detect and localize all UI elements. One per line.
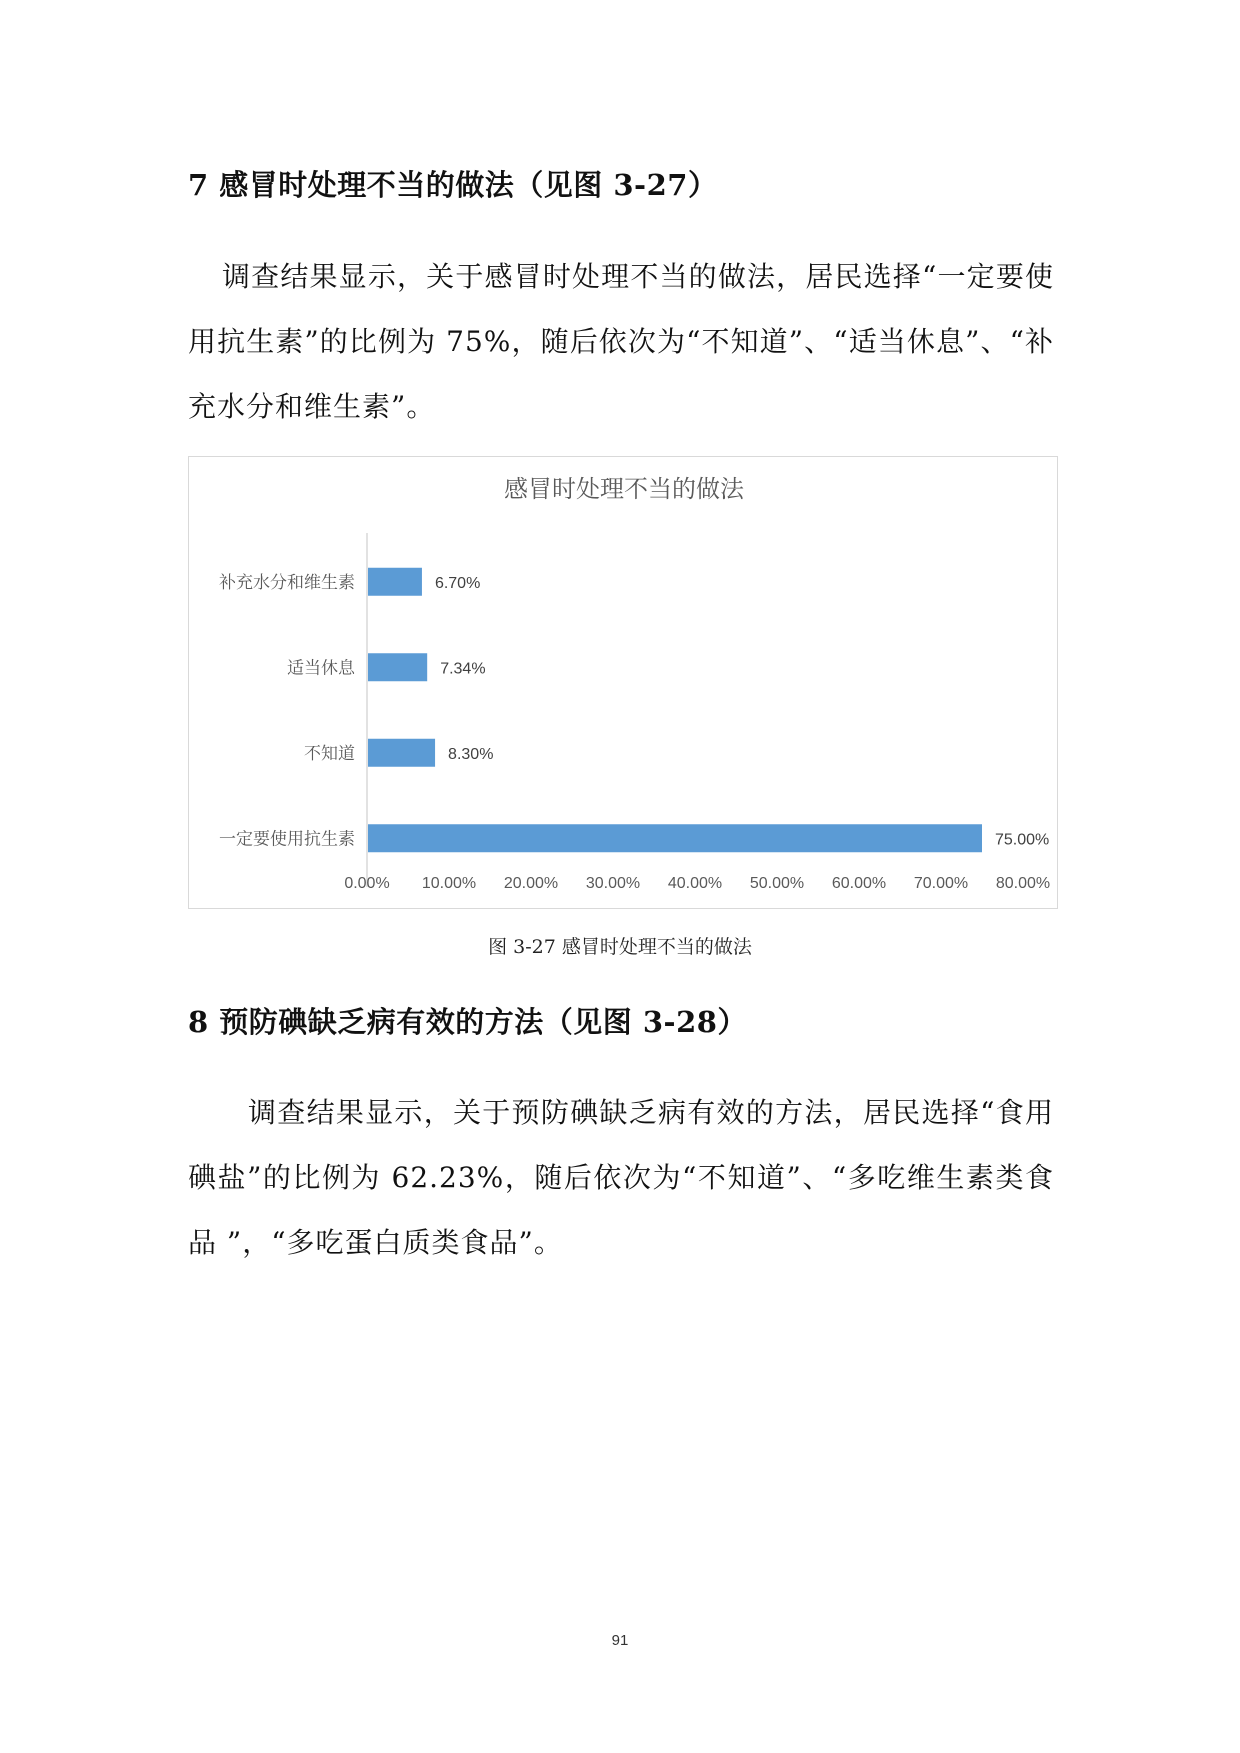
- data-label: 8.30%: [448, 745, 494, 763]
- chart-title: 感冒时处理不当的做法: [504, 476, 744, 503]
- x-tick-label: 80.00%: [995, 875, 1051, 892]
- section-7-paragraph: 调查结果显示，关于感冒时处理不当的做法，居民选择“一定要使用抗生素”的比例为 75%，随后依次为“不知道”、“适当休息”、“补充水分和维生素”。: [188, 260, 1054, 423]
- section-7-heading: 7 感冒时处理不当的做法（见图 3-27）: [188, 168, 718, 202]
- bar: [368, 568, 422, 596]
- figure-caption: 图 3-27 感冒时处理不当的做法: [488, 936, 752, 958]
- data-label: 75.00%: [995, 831, 1050, 849]
- x-tick-label: 40.00%: [667, 875, 723, 892]
- category-label: 一定要使用抗生素: [219, 829, 355, 849]
- category-label: 不知道: [304, 743, 355, 763]
- data-label: 7.34%: [440, 660, 486, 678]
- category-label: 适当休息: [287, 658, 355, 678]
- x-tick-label: 0.00%: [344, 875, 390, 892]
- bar: [368, 653, 427, 681]
- bar: [368, 739, 435, 767]
- x-tick-label: 70.00%: [913, 875, 969, 892]
- section-8-paragraph: 调查结果显示，关于预防碘缺乏病有效的方法，居民选择“食用碘盐”的比例为 62.23%，随后依次为“不知道”、“多吃维生素类食品 ”，“多吃蛋白质类食品”。: [188, 1096, 1054, 1259]
- data-label: 6.70%: [434, 574, 481, 592]
- chart-container: [188, 456, 1058, 909]
- bar: [368, 824, 982, 852]
- x-tick-label: 30.00%: [585, 875, 641, 892]
- x-tick-label: 20.00%: [503, 875, 559, 892]
- page-number: 91: [611, 1632, 629, 1649]
- x-tick-label: 50.00%: [749, 875, 805, 892]
- x-tick-label: 10.00%: [421, 875, 477, 892]
- x-tick-label: 60.00%: [831, 875, 887, 892]
- section-8-heading: 8 预防碘缺乏病有效的方法（见图 3-28）: [188, 1005, 747, 1039]
- bar-chart: [189, 457, 1059, 910]
- category-label: 补充水分和维生素: [219, 572, 355, 592]
